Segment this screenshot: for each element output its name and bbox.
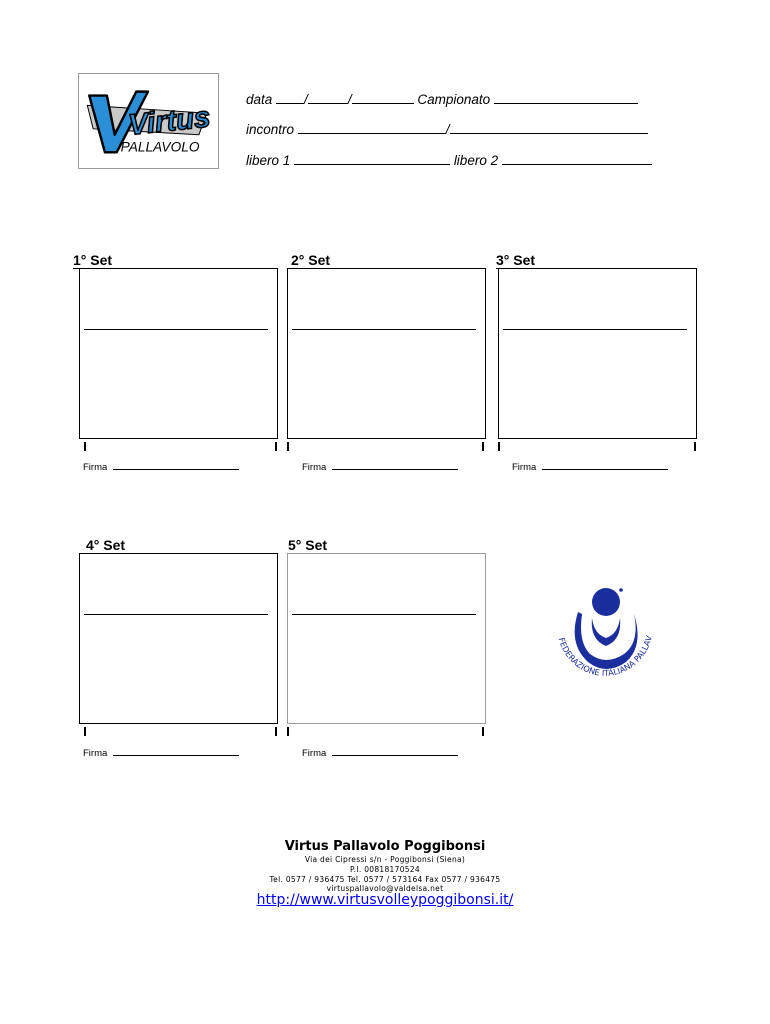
footer-piva: P.I. 00818170524 <box>349 865 420 874</box>
set-5-box[interactable] <box>287 553 486 724</box>
footer-address: Via dei Cipressi s/n - Poggibonsi (Siena) <box>304 855 466 864</box>
set-1-divider <box>84 329 268 330</box>
set-4-title: 4° Set <box>86 537 126 553</box>
fipav-text: FEDERAZIONE ITALIANA PALLAV <box>556 634 654 678</box>
set-2-tick-right <box>482 442 484 451</box>
set-2-title: 2° Set <box>291 252 331 268</box>
incontro-away-field[interactable] <box>450 121 648 134</box>
libero1-label: libero 1 <box>246 153 291 168</box>
set-2-tick-left <box>287 442 289 451</box>
set-5-tick-left <box>287 727 289 736</box>
set-3-title: 3° Set <box>496 252 536 268</box>
set-1-box[interactable] <box>79 268 278 439</box>
set-4-firma-field[interactable] <box>113 746 239 756</box>
set-5-firma <box>302 746 458 760</box>
set-4-tick-left <box>84 727 86 736</box>
fipav-logo-graphic <box>548 584 662 708</box>
set-3-firma-field[interactable] <box>542 460 668 470</box>
set-2-firma <box>302 460 458 474</box>
date-sep-1: / <box>304 92 308 107</box>
set-5-divider <box>292 614 476 615</box>
logo-sub-text: PALLAVOLO <box>120 139 200 155</box>
set-4-tick-right <box>275 727 277 736</box>
set-5-firma-field[interactable] <box>332 746 458 756</box>
date-month-field[interactable] <box>308 91 348 104</box>
virtus-logo <box>78 73 219 169</box>
incontro-label: incontro <box>246 122 295 137</box>
set-4-firma-label: Firma <box>83 748 108 759</box>
set-2-firma-field[interactable] <box>332 460 458 470</box>
fipav-logo <box>548 584 662 708</box>
footer-email[interactable]: virtuspallavolo@valdelsa.net <box>326 884 444 893</box>
set-3-divider <box>503 329 687 330</box>
set-1-firma <box>83 460 239 474</box>
campionato-label: Campionato <box>417 92 491 107</box>
set-1-title: 1° Set <box>73 252 113 268</box>
set-5-tick-right <box>482 727 484 736</box>
incontro-home-field[interactable] <box>298 121 446 134</box>
libero2-label: libero 2 <box>453 153 499 168</box>
set-1-firma-label: Firma <box>83 462 108 473</box>
set-1-tick-right <box>275 442 277 451</box>
set-3-firma <box>512 460 668 474</box>
set-5-title: 5° Set <box>288 537 328 553</box>
set-2-firma-label: Firma <box>302 462 327 473</box>
set-1-firma-field[interactable] <box>113 460 239 470</box>
incontro-sep: / <box>445 122 450 137</box>
libero1-field[interactable] <box>294 152 450 165</box>
set-5-firma-label: Firma <box>302 748 327 759</box>
set-2-divider <box>292 329 476 330</box>
libero2-field[interactable] <box>502 152 652 165</box>
logo-main-text: Virtus <box>126 100 212 142</box>
set-3-firma-label: Firma <box>512 462 537 473</box>
set-4-divider <box>84 614 268 615</box>
date-sep-2: / <box>347 92 352 107</box>
footer-name: Virtus Pallavolo Poggibonsi <box>284 839 486 854</box>
virtus-logo-graphic <box>79 74 218 168</box>
campionato-field[interactable] <box>494 91 638 104</box>
header-line-data <box>246 91 638 108</box>
date-year-field[interactable] <box>352 91 414 104</box>
header-line-libero <box>246 152 652 169</box>
date-day-field[interactable] <box>276 91 304 104</box>
set-4-firma <box>83 746 239 760</box>
set-2-box[interactable] <box>287 268 486 439</box>
date-label: data <box>246 92 273 107</box>
set-3-box[interactable] <box>498 268 697 439</box>
set-1-tick-left <box>84 442 86 451</box>
footer-phones: Tel. 0577 / 936475 Tel. 0577 / 573164 Fax 0577 / 936475 <box>269 875 501 884</box>
set-4-box[interactable] <box>79 553 278 724</box>
set-3-tick-left <box>498 442 500 451</box>
header-line-incontro <box>246 121 648 138</box>
footer-website-link[interactable]: http://www.virtusvolleypoggibonsi.it/ <box>256 892 514 908</box>
set-3-tick-right <box>694 442 696 451</box>
